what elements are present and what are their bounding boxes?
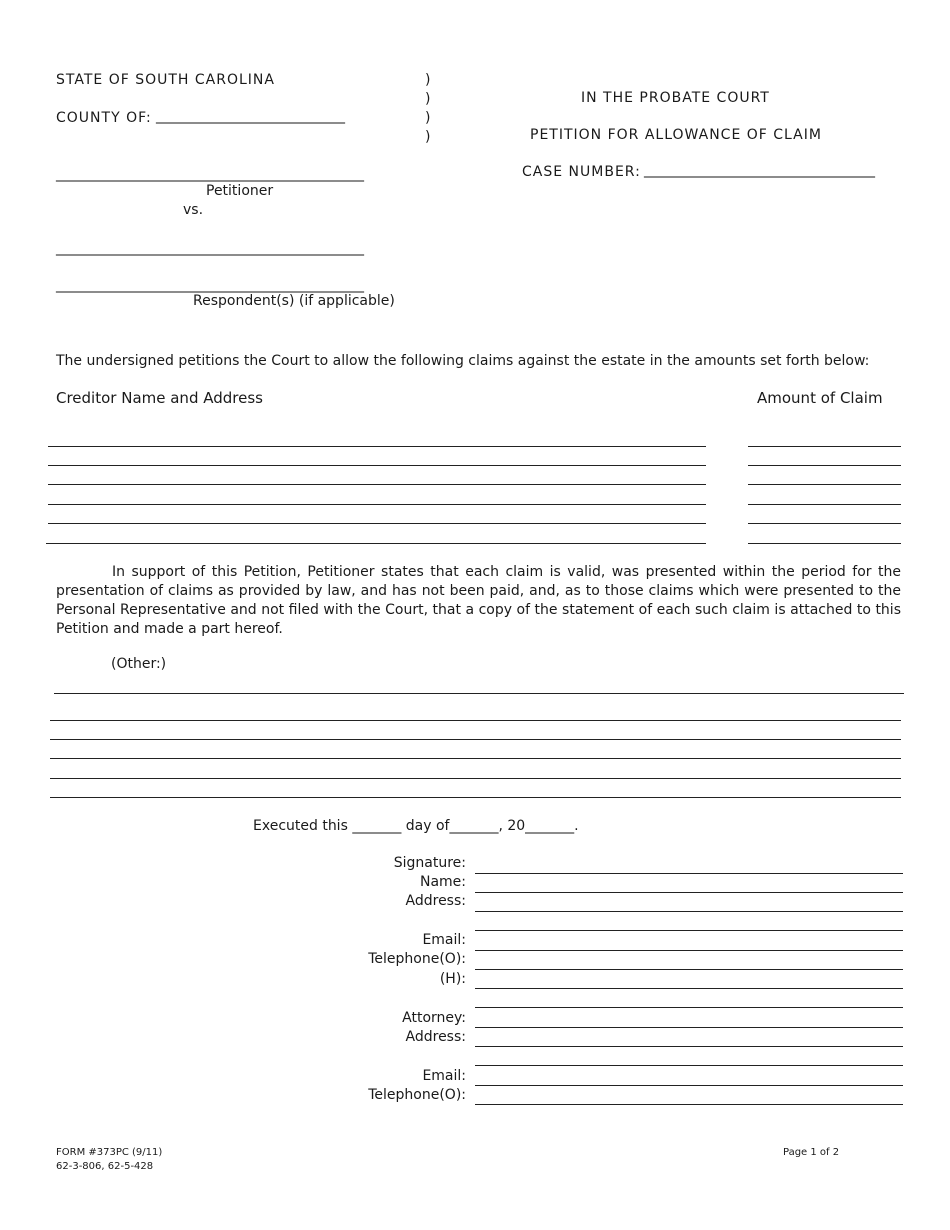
telephone-office-line[interactable] xyxy=(475,969,903,970)
creditor-line[interactable] xyxy=(48,465,706,466)
page-number: Page 1 of 2 xyxy=(783,1147,840,1158)
name-line[interactable] xyxy=(475,892,903,893)
vs-label: vs. xyxy=(183,202,204,218)
other-line[interactable] xyxy=(50,797,901,798)
attorney-address-label: Address: xyxy=(405,1029,466,1045)
amount-line[interactable] xyxy=(748,446,901,447)
statute-reference: 62-3-806, 62-5-428 xyxy=(56,1161,154,1172)
petitioner-blank[interactable]: ____________________________________________ xyxy=(56,166,364,182)
telephone-home-label: (H): xyxy=(439,971,466,987)
case-number-blank[interactable]: _________________________________ xyxy=(644,162,875,178)
other-label: (Other:) xyxy=(111,656,167,672)
court-heading: IN THE PROBATE COURT xyxy=(581,90,770,106)
attorney-email-line[interactable] xyxy=(475,1085,903,1086)
respondent-label: Respondent(s) (if applicable) xyxy=(193,293,395,309)
other-line[interactable] xyxy=(50,739,901,740)
state-heading: STATE OF SOUTH CAROLINA xyxy=(56,72,275,88)
other-line[interactable] xyxy=(54,693,904,694)
creditor-line[interactable] xyxy=(46,543,706,544)
amount-line[interactable] xyxy=(748,484,901,485)
caption-paren: ) xyxy=(425,110,431,126)
attorney-telephone-label: Telephone(O): xyxy=(368,1087,466,1103)
creditor-line[interactable] xyxy=(48,484,706,485)
attorney-address-line[interactable] xyxy=(475,1046,903,1047)
other-line[interactable] xyxy=(50,758,901,759)
email-label: Email: xyxy=(422,932,466,948)
caption-paren: ) xyxy=(425,129,431,145)
form-title: PETITION FOR ALLOWANCE OF CLAIM xyxy=(530,127,822,143)
address-line[interactable] xyxy=(475,930,903,931)
case-number-label: CASE NUMBER: xyxy=(522,164,641,180)
intro-text: The undersigned petitions the Court to allow the following claims against the estate in the amounts set forth below: xyxy=(56,353,870,369)
address-label: Address: xyxy=(405,893,466,909)
signature-line[interactable] xyxy=(475,873,903,874)
blank-line[interactable] xyxy=(475,1007,903,1008)
creditor-line[interactable] xyxy=(48,523,706,524)
county-blank[interactable]: ___________________________ xyxy=(156,108,345,124)
address-line[interactable] xyxy=(475,911,903,912)
caption-paren: ) xyxy=(425,91,431,107)
creditor-line[interactable] xyxy=(48,446,706,447)
attorney-line[interactable] xyxy=(475,1027,903,1028)
executed-line[interactable]: Executed this _______ day of_______, 20_______. xyxy=(253,818,579,834)
form-number: FORM #373PC (9/11) xyxy=(56,1147,163,1158)
other-line[interactable] xyxy=(50,720,901,721)
respondent-blank[interactable]: ____________________________________________ xyxy=(56,277,364,293)
attorney-email-label: Email: xyxy=(422,1068,466,1084)
attorney-address-line[interactable] xyxy=(475,1065,903,1066)
email-line[interactable] xyxy=(475,950,903,951)
caption-paren: ) xyxy=(425,72,431,88)
amount-line[interactable] xyxy=(748,504,901,505)
support-paragraph: In support of this Petition, Petitioner states that each claim is valid, was presented within the period for the presentation of claims as provided by law, and has not been paid, and, as to those claims which were presented to the Personal Representative and not filed with the Court, that a copy of the statement of each such claim is attached to this Petition and made a part hereof. xyxy=(56,564,901,637)
respondent-blank[interactable]: ____________________________________________ xyxy=(56,240,364,256)
other-line[interactable] xyxy=(50,778,901,779)
creditor-header: Creditor Name and Address xyxy=(56,389,263,407)
telephone-home-line[interactable] xyxy=(475,988,903,989)
petitioner-label: Petitioner xyxy=(206,183,274,199)
name-label: Name: xyxy=(419,874,466,890)
amount-line[interactable] xyxy=(748,543,901,544)
amount-line[interactable] xyxy=(748,465,901,466)
county-label: COUNTY OF: xyxy=(56,110,152,126)
attorney-telephone-line[interactable] xyxy=(475,1104,903,1105)
creditor-line[interactable] xyxy=(48,504,706,505)
attorney-label: Attorney: xyxy=(402,1010,466,1026)
amount-line[interactable] xyxy=(748,523,901,524)
signature-label: Signature: xyxy=(393,855,466,871)
telephone-office-label: Telephone(O): xyxy=(368,951,466,967)
amount-header: Amount of Claim xyxy=(757,389,883,407)
